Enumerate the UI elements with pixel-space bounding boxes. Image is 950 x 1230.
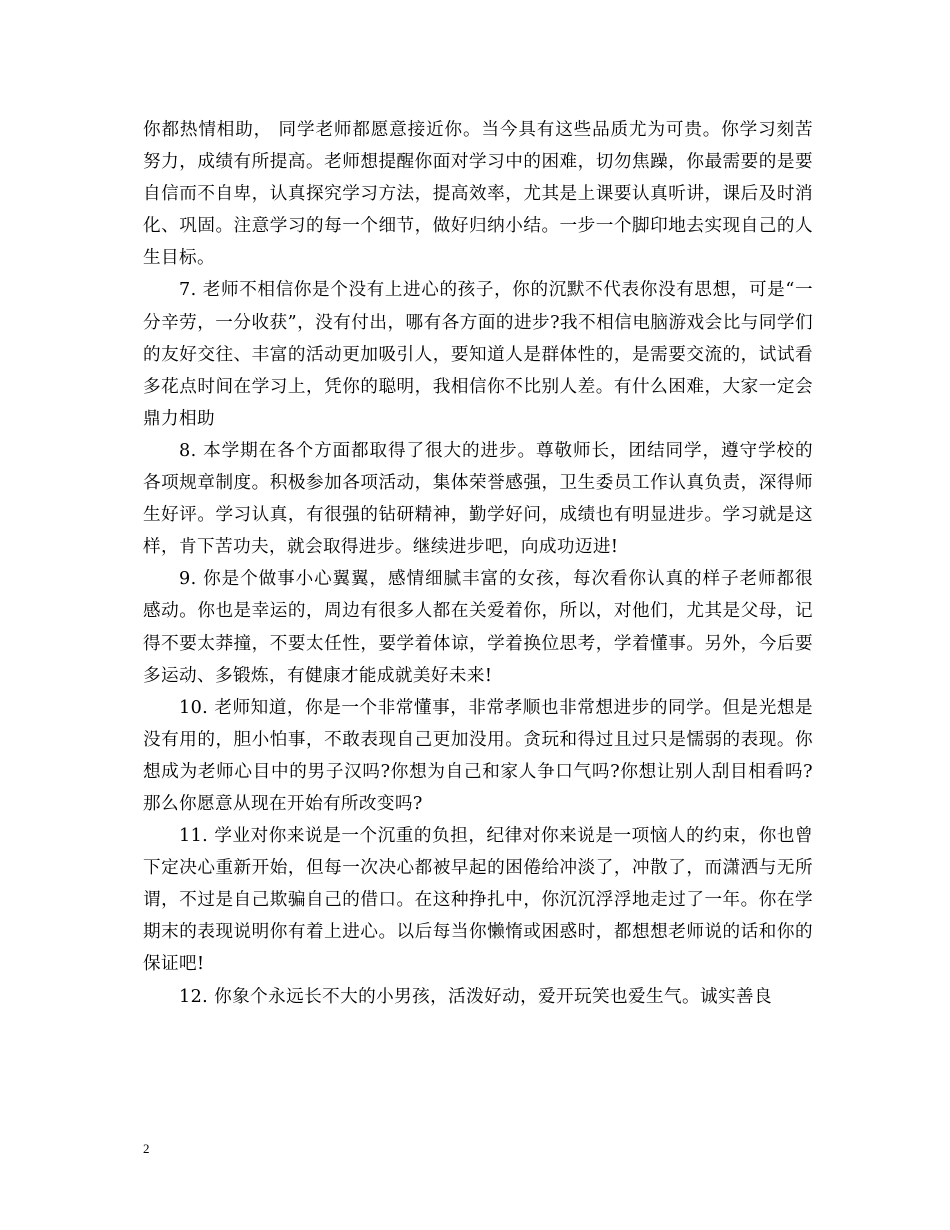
paragraph-item-7: 7. 老师不相信你是个没有上进心的孩子，你的沉默不代表你没有思想，可是“一分辛劳，一分收获”，没有付出，哪有各方面的进步?我不相信电脑游戏会比与同学们的友好交往、丰富的活动更加吸引人，要知道人是群体性的，是需要交流的，试试看多花点时间在学习上，凭你的聪明，我相信你不比别人差。有什么困难，大家一定会鼎力相助: [143, 280, 813, 429]
paragraph-item-12: 12. 你象个永远长不大的小男孩，活泼好动，爱开玩笑也爱生气。诚实善良: [179, 986, 772, 1007]
paragraph-item-11: 11. 学业对你来说是一个沉重的负担，纪律对你来说是一项恼人的约束，你也曾下定决心重新开始，但每一次决心都被早起的困倦给冲淡了，冲散了，而潇洒与无所谓，不过是自己欺骗自己的借口。在这种挣扎中，你沉沉浮浮地走过了一年。你在学期末的表现说明你有着上进心。以后每当你懒惰或困惑时，都想想老师说的话和你的保证吧!: [143, 826, 813, 975]
paragraph-item-8: 8. 本学期在各个方面都取得了很大的进步。尊敬师长，团结同学，遵守学校的各项规章制度。积极参加各项活动，集体荣誉感强，卫生委员工作认真负责，深得师生好评。学习认真，有很强的钻研精神，勤学好问，成绩也有明显进步。学习就是这样，肯下苦功夫，就会取得进步。继续进步吧，向成功迈进!: [143, 440, 813, 558]
paragraph-item-9: 9. 你是个做事小心翼翼，感情细腻丰富的女孩，每次看你认真的样子老师都很感动。你也是幸运的，周边有很多人都在关爱着你，所以，对他们，尤其是父母，记得不要太莽撞，不要太任性，要学着体谅，学着换位思考，学着懂事。另外，今后要多运动、多锻炼，有健康才能成就美好未来!: [143, 569, 813, 686]
document-body: [143, 114, 813, 1013]
page-number: 2: [143, 1141, 150, 1156]
paragraph-continuation: 你都热情相助， 同学老师都愿意接近你。当今具有这些品质尤为可贵。你学习刻苦努力，成绩有所提高。老师想提醒你面对学习中的困难，切勿焦躁，你最需要的是要自信而不自卑，认真探究学习方法，提高效率，尤其是上课要认真听讲，课后及时消化、巩固。注意学习的每一个细节，做好归纳小结。一步一个脚印地去实现自己的人生目标。: [143, 120, 813, 269]
paragraph-item-10: 10. 老师知道，你是一个非常懂事，非常孝顺也非常想进步的同学。但是光想是没有用的，胆小怕事，不敢表现自己更加没用。贪玩和得过且过只是懦弱的表现。你想成为老师心目中的男子汉吗?你想为自己和家人争口气吗?你想让别人刮目相看吗?那么你愿意从现在开始有所改变吗?: [143, 697, 813, 814]
